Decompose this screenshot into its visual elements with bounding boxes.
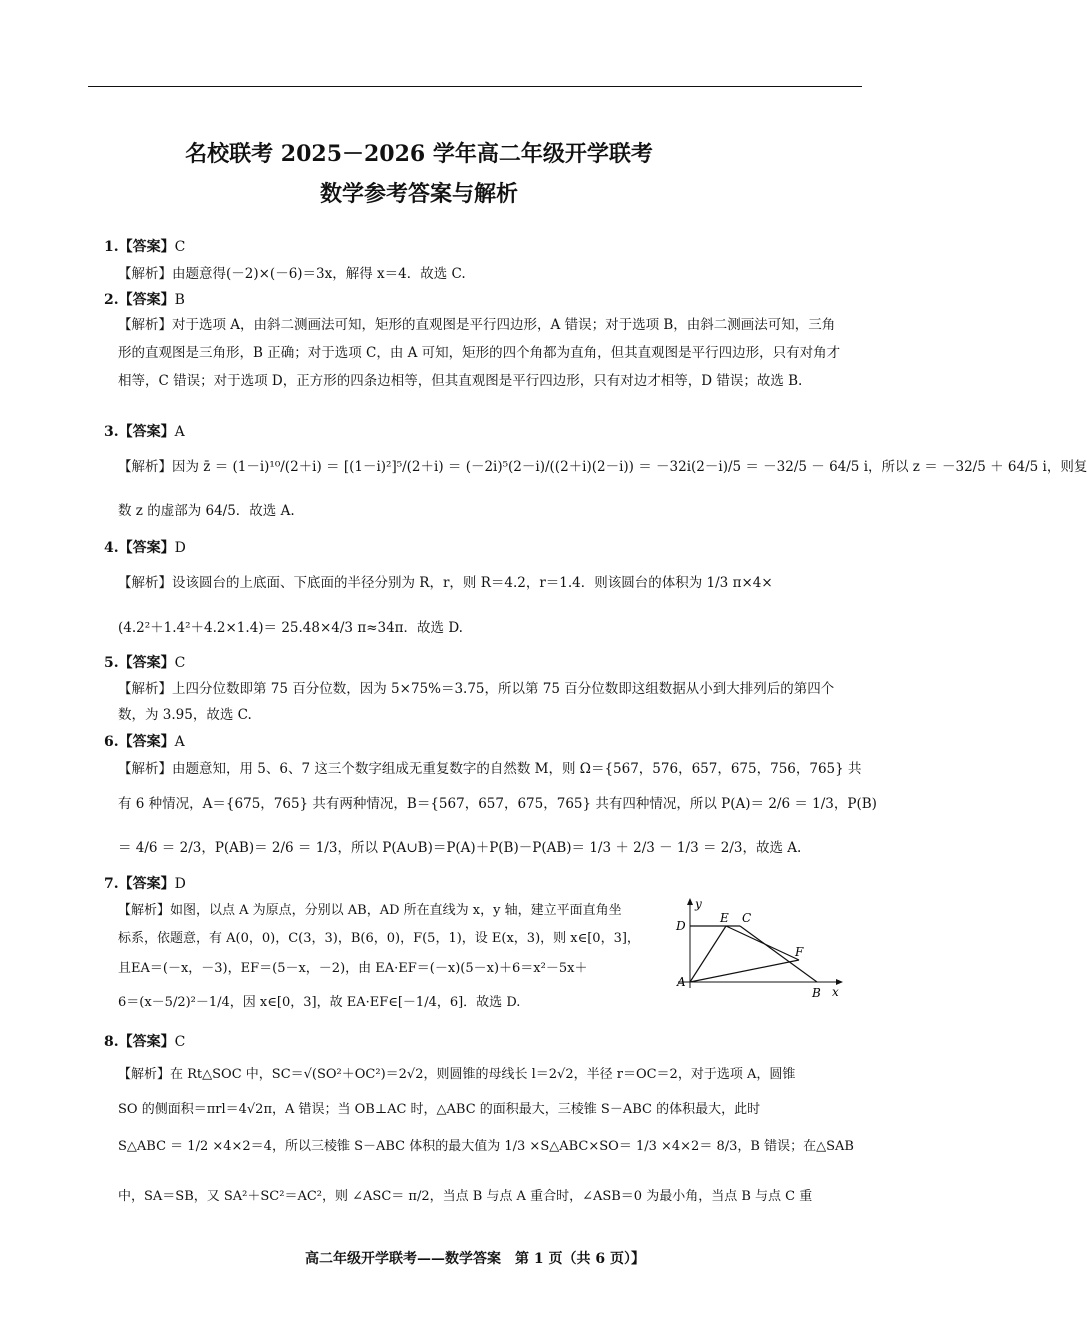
- q4-header: [104, 537, 186, 557]
- q8-analysis-line4: 中，SA＝SB，又 SA²＋SC²＝AC²，则 ∠ASC＝ π/2，当点 B 与点 A 重合时，∠ASB＝0 为最小角，当点 B 与点 C 重: [118, 1189, 813, 1204]
- q7-num: 7.【答案】: [104, 876, 175, 892]
- q6-analysis-line2: 有 6 种情况，A＝{675，765} 共有两种情况，B＝{567，657，675，765} 共有四种情况，所以 P(A)＝ 2/6 ＝ 1/3，P(B): [118, 796, 877, 812]
- q6-analysis-line3: ＝ 4/6 ＝ 2/3，P(AB)＝ 2/6 ＝ 1/3，所以 P(A∪B)＝P(A)＋P(B)－P(AB)＝ 1/3 ＋ 2/3 － 1/3 ＝ 2/3，故选 A.: [118, 840, 802, 856]
- q6-analysis-line1: 【解析】由题意知，用 5、6、7 这三个数字组成无重复数字的自然数 M，则 Ω＝{567，576，657，675，756，765} 共: [118, 761, 862, 777]
- q4-analysis-line1: 【解析】设该圆台的上底面、下底面的半径分别为 R，r，则 R＝4.2，r＝1.4．则该圆台的体积为 1/3 π×4×: [118, 575, 773, 591]
- q7-analysis-line4: 6＝(x－5/2)²－1/4，因 x∈[0，3]，故 EA·EF∈[－1/4，6]．故选 D.: [118, 995, 521, 1010]
- page-footer: 高二年级开学联考——数学答案 第 1 页（共 6 页）】: [305, 1251, 645, 1267]
- q4-analysis-line2: (4.2²＋1.4²＋4.2×1.4)＝ 25.48×4/3 π≈34π．故选 D.: [118, 620, 463, 636]
- label-D: D: [676, 919, 686, 933]
- q7-analysis-line1: 【解析】如图，以点 A 为原点，分别以 AB，AD 所在直线为 x，y 轴，建立平面直角坐: [118, 903, 622, 918]
- figure-segment-EF: [726, 926, 799, 960]
- q4-num: 4.【答案】: [104, 540, 175, 556]
- q8-header: [104, 1031, 185, 1051]
- q2-analysis: 【解析】对于选项 A，由斜二测画法可知，矩形的直观图是平行四边形，A 错误；对于选项 B，由斜二测画法可知，三角形的直观图是三角形，B 正确；对于选项 C，由 A 可知，矩形的四个角都为直角，但其直观图是平行四边形，只有对角才相等，C 错误；对于选项 D，正方形的四条边相等，但其直观图是平行四边形，只有对边才相等，D 错误；故选 B.: [118, 317, 841, 389]
- label-B: B: [812, 986, 821, 1000]
- q3-header: [104, 421, 185, 441]
- q8-analysis-line1: 【解析】在 Rt△SOC 中，SC＝√(SO²＋OC²)＝2√2，则圆锥的母线长 l＝2√2，半径 r＝OC＝2，对于选项 A，圆锥: [118, 1067, 796, 1082]
- label-C: C: [742, 911, 752, 925]
- q2-num: 2.【答案】: [104, 292, 175, 308]
- top-rule: [88, 86, 862, 87]
- q5-analysis: 【解析】上四分位数即第 75 百分位数，因为 5×75%＝3.75，所以第 75 百分位数即这组数据从小到大排列后的第四个数，为 3.95，故选 C.: [118, 681, 835, 723]
- q8-num: 8.【答案】: [104, 1034, 175, 1050]
- q3-num: 3.【答案】: [104, 424, 175, 440]
- q2-header: [104, 289, 185, 309]
- figure-segment-CB: [740, 926, 817, 982]
- figure-y-arrow: [687, 898, 693, 905]
- label-y: y: [695, 897, 702, 911]
- q1-header: [104, 236, 185, 256]
- label-F: F: [795, 945, 804, 959]
- q3-answer: A: [174, 424, 185, 440]
- q7-figure: [668, 896, 848, 1002]
- q6-header: [104, 731, 185, 751]
- q7-header: [104, 873, 186, 893]
- label-A: A: [677, 975, 686, 989]
- q5-answer: C: [174, 655, 186, 671]
- q5-header: [104, 652, 185, 672]
- q3-analysis-line2: 数 z 的虚部为 64/5．故选 A.: [118, 503, 295, 519]
- page-subtitle: 数学参考答案与解析: [319, 181, 518, 207]
- q6-answer: A: [174, 734, 185, 750]
- label-E: E: [720, 911, 729, 925]
- q7-analysis-line2: 标系，依题意，有 A(0，0)，C(3，3)，B(6，0)，F(5，1)，设 E(x，3)，则 x∈[0，3]，: [118, 931, 640, 946]
- q8-analysis-line3: S△ABC ＝ 1/2 ×4×2＝4，所以三棱锥 S－ABC 体积的最大值为 1/3 ×S△ABC×SO＝ 1/3 ×4×2＝ 8/3，B 错误；在△SAB: [118, 1139, 854, 1154]
- q6-num: 6.【答案】: [104, 734, 175, 750]
- q2-answer: B: [174, 292, 185, 308]
- page-title: 名校联考 2025－2026 学年高二年级开学联考: [185, 141, 653, 167]
- q5-num: 5.【答案】: [104, 655, 175, 671]
- q4-answer: D: [174, 540, 186, 556]
- q7-answer: D: [174, 876, 186, 892]
- q8-answer: C: [174, 1034, 186, 1050]
- figure-segment-AF: [690, 960, 799, 982]
- q1-num: 1.【答案】: [104, 239, 175, 255]
- q1-analysis: 【解析】由题意得(－2)×(－6)＝3x，解得 x＝4．故选 C.: [118, 266, 466, 282]
- q3-analysis-line1: 【解析】因为 z̄ ＝ (1－i)¹⁰/(2＋i) ＝ [(1－i)²]⁵/(2＋i) ＝ (－2i)⁵(2－i)/((2＋i)(2－i)) ＝ －32i(2－i)/5 ＝ －32/5 － 64/5 i，所以 z ＝ －32/5 ＋ 64/5 i，则复: [118, 459, 1087, 475]
- q1-answer: C: [174, 239, 186, 255]
- label-x: x: [832, 985, 839, 999]
- figure-segment-AE: [690, 926, 726, 982]
- q7-analysis-line3: 且EA＝(－x，－3)，EF＝(5－x，－2)，由 EA·EF＝(－x)(5－x)＋6＝x²－5x＋: [118, 961, 588, 976]
- q8-analysis-line2: SO 的侧面积＝πrl＝4√2π，A 错误；当 OB⊥AC 时，△ABC 的面积最大，三棱锥 S－ABC 的体积最大，此时: [118, 1102, 761, 1117]
